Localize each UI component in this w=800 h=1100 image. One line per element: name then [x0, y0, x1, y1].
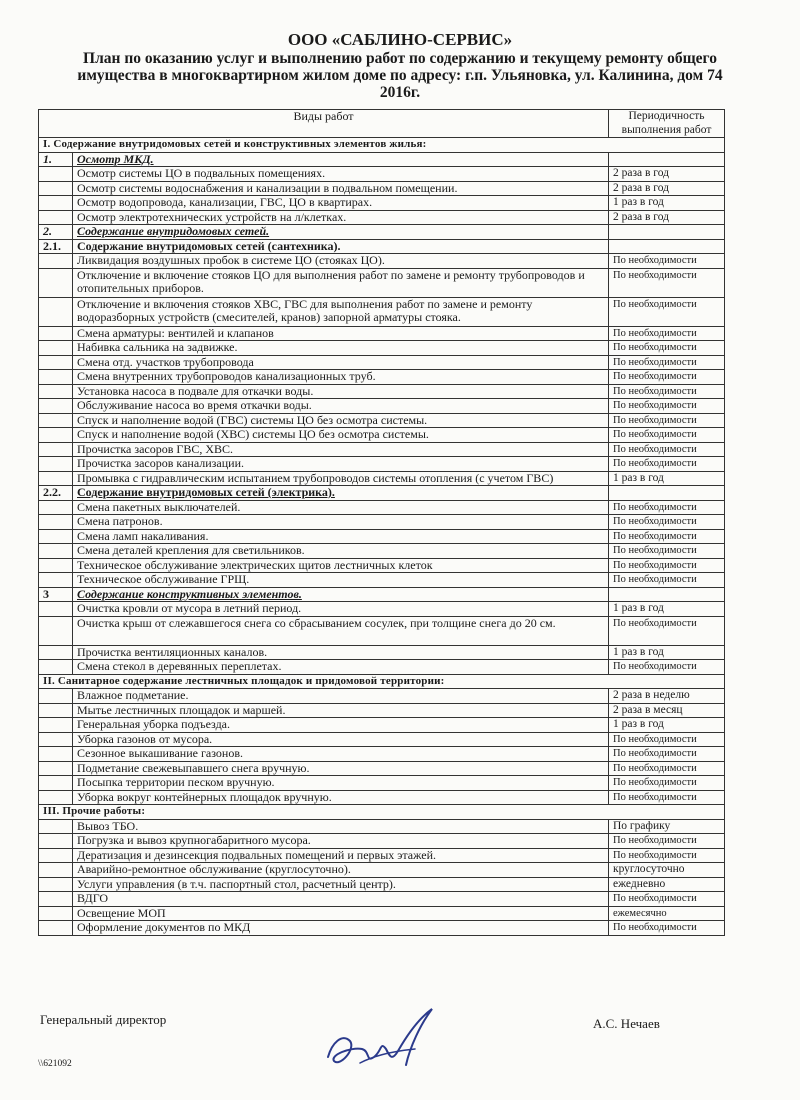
column-header-period: Периодичность выполнения работ — [609, 110, 725, 138]
table-row — [39, 268, 725, 297]
director-name: А.С. Нечаев — [593, 1016, 660, 1031]
period-cell: По необходимости — [609, 776, 725, 791]
table-row — [39, 558, 725, 573]
period-cell: По необходимости — [609, 341, 725, 356]
table-row — [39, 355, 725, 370]
section-title-1: I. Содержание внутридомовых сетей и конструктивных элементов жилья: — [39, 138, 725, 153]
period-cell: По необходимости — [609, 660, 725, 675]
table-row — [39, 529, 725, 544]
table-row — [39, 399, 725, 414]
work-cell: Уборка вокруг контейнерных площадок вручную. — [73, 790, 609, 805]
work-cell: Обслуживание насоса во время откачки воды. — [73, 399, 609, 414]
column-header-work: Виды работ — [39, 110, 609, 138]
table-row — [39, 703, 725, 718]
subsection-title: Содержание внутридомовых сетей (сантехника). — [73, 239, 609, 254]
table-row — [39, 921, 725, 936]
document-header — [0, 30, 800, 101]
work-cell: Отключение и включения стояков ХВС, ГВС для выполнения работ по замене и ремонту водоразборных устройств (смесителей, кранов) запорной арматуры стояка. — [73, 297, 609, 326]
period-cell: 1 раз в год — [609, 718, 725, 733]
table-row — [39, 442, 725, 457]
work-cell: Аварийно-ремонтное обслуживание (круглосуточно). — [73, 863, 609, 878]
period-cell: 1 раз в год — [609, 645, 725, 660]
period-cell: По необходимости — [609, 254, 725, 269]
work-cell: Смена внутренних трубопроводов канализационных труб. — [73, 370, 609, 385]
section-title-2: II. Санитарное содержание лестничных площадок и придомовой территории: — [39, 674, 725, 689]
work-cell: Посыпка территории песком вручную. — [73, 776, 609, 791]
period-cell: круглосуточно — [609, 863, 725, 878]
subsection-number: 2.2. — [39, 486, 73, 501]
table-row — [39, 877, 725, 892]
table-row — [39, 660, 725, 675]
subsection-title: Содержание внутридомовых сетей. — [73, 225, 609, 240]
work-cell: Смена ламп накаливания. — [73, 529, 609, 544]
table-row — [39, 573, 725, 588]
work-cell: Дератизация и дезинсекция подвальных помещений и первых этажей. — [73, 848, 609, 863]
period-cell: По необходимости — [609, 370, 725, 385]
work-cell: Техническое обслуживание ГРЩ. — [73, 573, 609, 588]
table-row — [39, 428, 725, 443]
period-cell: По необходимости — [609, 413, 725, 428]
section-row — [39, 674, 725, 689]
work-cell: Осмотр системы водоснабжения и канализации в подвальном помещении. — [73, 181, 609, 196]
work-cell: ВДГО — [73, 892, 609, 907]
work-cell: Погрузка и вывоз крупногабаритного мусора. — [73, 834, 609, 849]
plan-title-line-2: имущества в многоквартирном жилом доме по адресу: г.п. Ульяновка, ул. Калинина, дом 74 — [77, 67, 723, 84]
work-cell: Осмотр системы ЦО в подвальных помещениях. — [73, 167, 609, 182]
work-cell: Очистка кровли от мусора в летний период. — [73, 602, 609, 617]
period-cell: По необходимости — [609, 848, 725, 863]
work-cell: Вывоз ТБО. — [73, 819, 609, 834]
period-cell: По необходимости — [609, 616, 725, 645]
table-row — [39, 370, 725, 385]
work-cell: Установка насоса в подвале для откачки воды. — [73, 384, 609, 399]
work-cell: Уборка газонов от мусора. — [73, 732, 609, 747]
subsection-number: 3 — [39, 587, 73, 602]
table-row — [39, 254, 725, 269]
table-row — [39, 413, 725, 428]
period-cell: По необходимости — [609, 834, 725, 849]
work-cell: Влажное подметание. — [73, 689, 609, 704]
work-cell: Набивка сальника на задвижке. — [73, 341, 609, 356]
period-cell: По необходимости — [609, 428, 725, 443]
table-row — [39, 384, 725, 399]
table-row — [39, 645, 725, 660]
section-row — [39, 805, 725, 820]
period-cell: По необходимости — [609, 355, 725, 370]
period-cell: По необходимости — [609, 747, 725, 762]
period-cell: ежемесячно — [609, 906, 725, 921]
work-cell: Спуск и наполнение водой (ХВС) системы ЦО без осмотра системы. — [73, 428, 609, 443]
work-cell: Смена стекол в деревянных переплетах. — [73, 660, 609, 675]
work-cell: Прочистка засоров канализации. — [73, 457, 609, 472]
work-cell: Ликвидация воздушных пробок в системе ЦО (стояках ЦО). — [73, 254, 609, 269]
section-row — [39, 138, 725, 153]
period-cell: По необходимости — [609, 573, 725, 588]
work-cell: Оформление документов по МКД — [73, 921, 609, 936]
subsection-title: Содержание конструктивных элементов. — [73, 587, 609, 602]
period-cell: По необходимости — [609, 442, 725, 457]
period-cell: По необходимости — [609, 297, 725, 326]
work-cell: Очистка крыш от слежавшегося снега со сбрасыванием сосулек, при толщине снега до 20 см. — [73, 616, 609, 645]
period-cell: По необходимости — [609, 268, 725, 297]
period-cell: По необходимости — [609, 515, 725, 530]
work-cell: Освещение МОП — [73, 906, 609, 921]
subsection-row — [39, 486, 725, 501]
work-cell: Мытье лестничных площадок и маршей. — [73, 703, 609, 718]
work-cell: Смена отд. участков трубопровода — [73, 355, 609, 370]
table-row — [39, 732, 725, 747]
period-cell: По необходимости — [609, 921, 725, 936]
subsection-row — [39, 152, 725, 167]
work-cell: Прочистка вентиляционных каналов. — [73, 645, 609, 660]
period-cell: По необходимости — [609, 558, 725, 573]
period-cell: По необходимости — [609, 529, 725, 544]
period-cell: 2 раза в неделю — [609, 689, 725, 704]
work-cell: Осмотр электротехнических устройств на л/клетках. — [73, 210, 609, 225]
period-cell: 1 раз в год — [609, 471, 725, 486]
company-name: ООО «САБЛИНО-СЕРВИС» — [287, 30, 513, 49]
table-row — [39, 776, 725, 791]
table-row — [39, 326, 725, 341]
table-row — [39, 616, 725, 645]
work-cell: Техническое обслуживание электрических щитов лестничных клеток — [73, 558, 609, 573]
subsection-title: Содержание внутридомовых сетей (электрика). — [73, 486, 609, 501]
work-cell: Отключение и включение стояков ЦО для выполнения работ по замене и ремонту трубопроводов и отопительных приборов. — [73, 268, 609, 297]
period-cell: По необходимости — [609, 384, 725, 399]
work-cell: Прочистка засоров ГВС, ХВС. — [73, 442, 609, 457]
period-cell: По необходимости — [609, 790, 725, 805]
subsection-row — [39, 587, 725, 602]
table-row — [39, 906, 725, 921]
table-row — [39, 544, 725, 559]
period-cell: 1 раз в год — [609, 602, 725, 617]
work-cell: Смена арматуры: вентилей и клапанов — [73, 326, 609, 341]
plan-title-line-1: План по оказанию услуг и выполнению работ по содержанию и текущему ремонту общего — [83, 50, 717, 67]
work-cell: Спуск и наполнение водой (ГВС) системы ЦО без осмотра системы. — [73, 413, 609, 428]
works-plan-table — [38, 109, 725, 936]
table-row — [39, 457, 725, 472]
subsection-number: 2.1. — [39, 239, 73, 254]
work-cell: Смена патронов. — [73, 515, 609, 530]
period-cell: ежедневно — [609, 877, 725, 892]
table-header-row — [39, 110, 725, 138]
table-row — [39, 515, 725, 530]
period-cell: По необходимости — [609, 544, 725, 559]
period-cell: 1 раз в год — [609, 196, 725, 211]
subsection-number: 1. — [39, 152, 73, 167]
table-row — [39, 790, 725, 805]
director-label: Генеральный директор — [40, 1012, 167, 1027]
period-cell: По необходимости — [609, 732, 725, 747]
subsection-row — [39, 225, 725, 240]
period-cell: По необходимости — [609, 892, 725, 907]
subsection-row — [39, 239, 725, 254]
table-row — [39, 210, 725, 225]
period-cell: По необходимости — [609, 457, 725, 472]
subsection-number: 2. — [39, 225, 73, 240]
period-cell: По необходимости — [609, 399, 725, 414]
section-title-3: III. Прочие работы: — [39, 805, 725, 820]
work-cell: Услуги управления (в т.ч. паспортный стол, расчетный центр). — [73, 877, 609, 892]
table-row — [39, 500, 725, 515]
period-cell: 2 раза в год — [609, 210, 725, 225]
table-row — [39, 892, 725, 907]
table-row — [39, 471, 725, 486]
table-row — [39, 848, 725, 863]
table-row — [39, 863, 725, 878]
table-row — [39, 167, 725, 182]
work-cell: Смена деталей крепления для светильников. — [73, 544, 609, 559]
signature-image — [320, 1005, 440, 1075]
work-cell: Генеральная уборка подъезда. — [73, 718, 609, 733]
work-cell: Смена пакетных выключателей. — [73, 500, 609, 515]
table-row — [39, 602, 725, 617]
table-row — [39, 747, 725, 762]
period-cell: По необходимости — [609, 761, 725, 776]
period-cell: По необходимости — [609, 326, 725, 341]
period-cell: По необходимости — [609, 500, 725, 515]
table-row — [39, 761, 725, 776]
table-row — [39, 689, 725, 704]
table-row — [39, 297, 725, 326]
period-cell: 2 раза в год — [609, 167, 725, 182]
table-row — [39, 341, 725, 356]
work-cell: Промывка с гидравлическим испытанием трубопроводов системы отопления (с учетом ГВС) — [73, 471, 609, 486]
period-cell: 2 раза в месяц — [609, 703, 725, 718]
subsection-title: Осмотр МКД. — [73, 152, 609, 167]
table-row — [39, 196, 725, 211]
table-row — [39, 718, 725, 733]
period-cell: 2 раза в год — [609, 181, 725, 196]
document-number: \\621092 — [38, 1059, 72, 1069]
table-row — [39, 819, 725, 834]
work-cell: Сезонное выкашивание газонов. — [73, 747, 609, 762]
plan-title-line-3: 2016г. — [379, 84, 421, 101]
table-row — [39, 834, 725, 849]
work-cell: Осмотр водопровода, канализации, ГВС, ЦО в квартирах. — [73, 196, 609, 211]
period-cell: По графику — [609, 819, 725, 834]
table-row — [39, 181, 725, 196]
work-cell: Подметание свежевыпавшего снега вручную. — [73, 761, 609, 776]
